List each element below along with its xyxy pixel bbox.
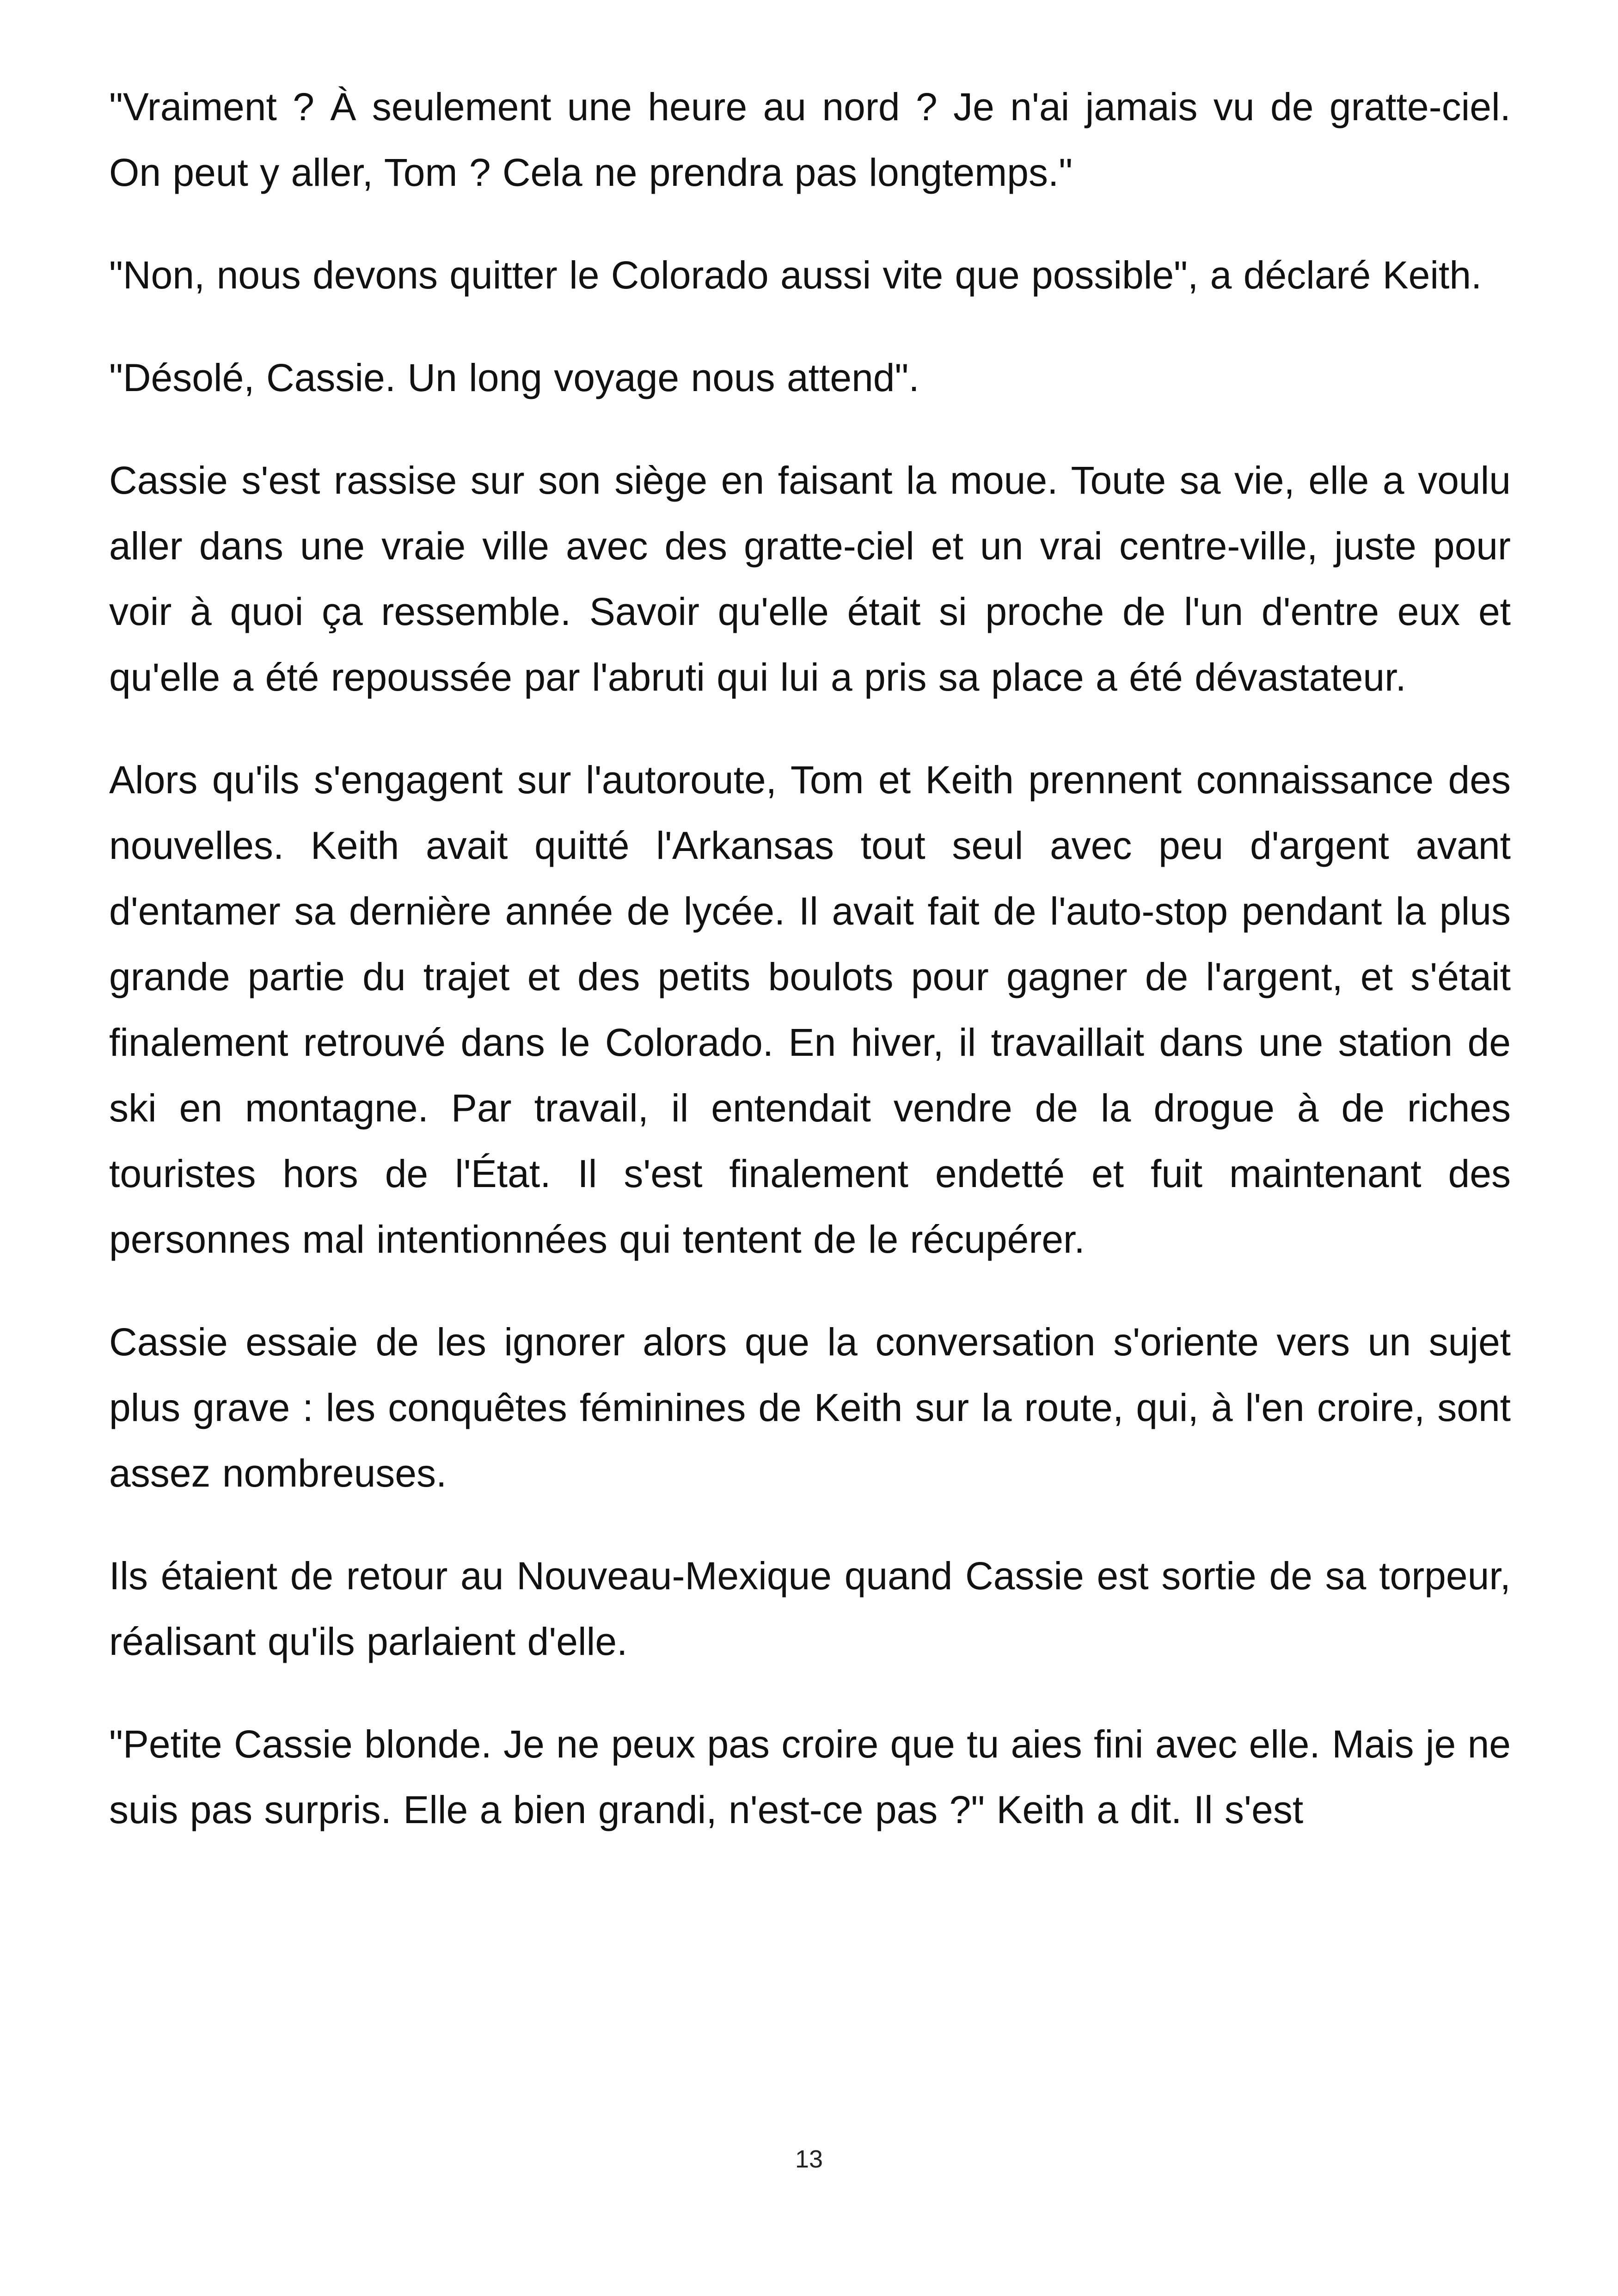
paragraph-7: Ils étaient de retour au Nouveau-Mexique quand Cassie est sortie de sa torpeur, réalisant qu'ils parlaient d'elle. (109, 1554, 1511, 1663)
paragraph-8: "Petite Cassie blonde. Je ne peux pas croire que tu aies fini avec elle. Mais je ne suis pas surpris. Elle a bien grandi, n'est-ce pas ?" Keith a dit. Il s'est (109, 1722, 1511, 1831)
paragraph-5: Alors qu'ils s'engagent sur l'autoroute, Tom et Keith prennent connaissance des nouvelles. Keith avait quitté l'Arkansas tout seul avec peu d'argent avant d'entamer sa dernière année de lycée. Il avait fait de l'auto-stop pendant la plus grande partie du trajet et des petits boulots pour gagner de l'argent, et s'était finalement retrouvé dans le Colorado. En hiver, il travaillait dans une station de ski en montagne. Par travail, il entendait vendre de la drogue à de riches touristes hors de l'État. Il s'est finalement endetté et fuit maintenant des personnes mal intentionnées qui tentent de le récupérer. (109, 758, 1511, 1261)
paragraph-4: Cassie s'est rassise sur son siège en faisant la moue. Toute sa vie, elle a voulu aller dans une vraie ville avec des gratte-ciel et un vrai centre-ville, juste pour voir à quoi ça ressemble. Savoir qu'elle était si proche de l'un d'entre eux et qu'elle a été repoussée par l'abruti qui lui a pris sa place a été dévastateur. (109, 459, 1511, 699)
paragraph-3: "Désolé, Cassie. Un long voyage nous attend". (109, 356, 919, 399)
body-text (109, 74, 1511, 1880)
page-number: 13 (795, 2145, 823, 2173)
paragraph-2: "Non, nous devons quitter le Colorado aussi vite que possible", a déclaré Keith. (109, 253, 1482, 297)
paragraph-6: Cassie essaie de les ignorer alors que la conversation s'oriente vers un sujet plus grave : les conquêtes féminines de Keith sur la route, qui, à l'en croire, sont assez nombreuses. (109, 1320, 1511, 1495)
paragraph-1: "Vraiment ? À seulement une heure au nord ? Je n'ai jamais vu de gratte-ciel. On peut y aller, Tom ? Cela ne prendra pas longtemps." (109, 85, 1511, 194)
